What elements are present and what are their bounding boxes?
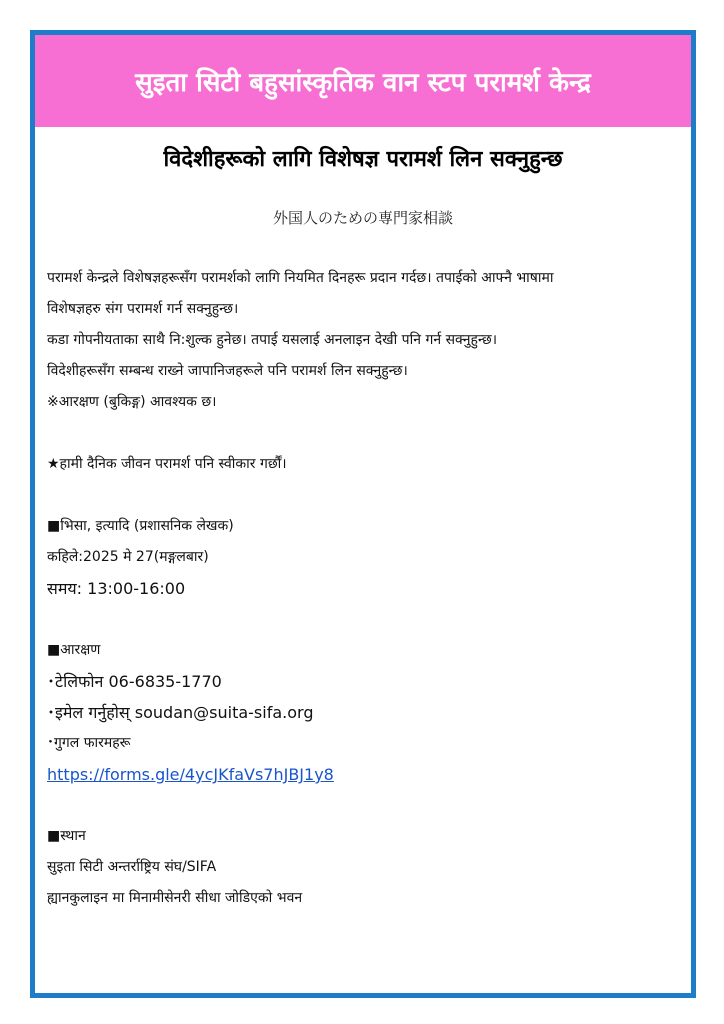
google-form-link[interactable]: https://forms.gle/4ycJKfaVs7hJBJ1y8 [47, 765, 334, 784]
banner-title: सुइता सिटी बहुसांस्कृतिक वान स्टप परामर्श केन्द्र [35, 35, 691, 127]
intro-line-3: कडा गोपनीयताका साथै नि:शुल्क हुनेछ। तपाई यसलाई अनलाइन देखी पनि गर्न सक्नुहुन्छ। [47, 332, 498, 348]
japanese-subtitle: 外国人のための専門家相談 [272, 209, 453, 227]
intro-line-1: परामर्श केन्द्रले विशेषज्ञहरूसँग परामर्शको लागि नियमित दिनहरू प्रदान गर्दछ। तपाईको आफ्नै भाषामा [47, 270, 554, 286]
page-subtitle: विदेशीहरूको लागि विशेषज्ञ परामर्श लिन सक्नुहुन्छ [163, 147, 563, 172]
visa-heading: ■भिसा, इत्यादि (प्रशासनिक लेखक) [47, 518, 234, 534]
visa-date: कहिले:2025 मे 27(मङ्गलबार) [47, 549, 209, 565]
location-line-1: सुइता सिटी अन्तर्राष्ट्रिय संघ/SIFA [47, 859, 217, 875]
daily-life-note: ★हामी दैनिक जीवन परामर्श पनि स्वीकार गर्छौं। [47, 456, 287, 472]
reservation-email: ･इमेल गर्नुहोस् soudan@suita-sifa.org [47, 703, 314, 722]
content-body [47, 263, 683, 914]
intro-line-2: विशेषज्ञहरु संग परामर्श गर्न सक्नुहुन्छ। [47, 301, 239, 317]
intro-line-5: ※आरक्षण (बुकिङ्ग) आवश्यक छ। [47, 394, 217, 410]
location-heading: ■स्थान [47, 828, 86, 844]
intro-line-4: विदेशीहरूसँग सम्बन्ध राख्ने जापानिजहरूले पनि परामर्श लिन सक्नुहुन्छ। [47, 363, 408, 379]
reservation-phone: ･टेलिफोन 06-6835-1770 [47, 672, 222, 691]
reservation-google-form-label: ･गुगल फारमहरू [47, 735, 131, 751]
location-line-2: ह्यानकुलाइन मा मिनामीसेनरी सीधा जोडिएको भवन [47, 890, 303, 906]
visa-time: समय: 13:00-16:00 [47, 579, 186, 598]
page-frame [30, 30, 696, 998]
reservation-heading: ■आरक्षण [47, 642, 101, 658]
